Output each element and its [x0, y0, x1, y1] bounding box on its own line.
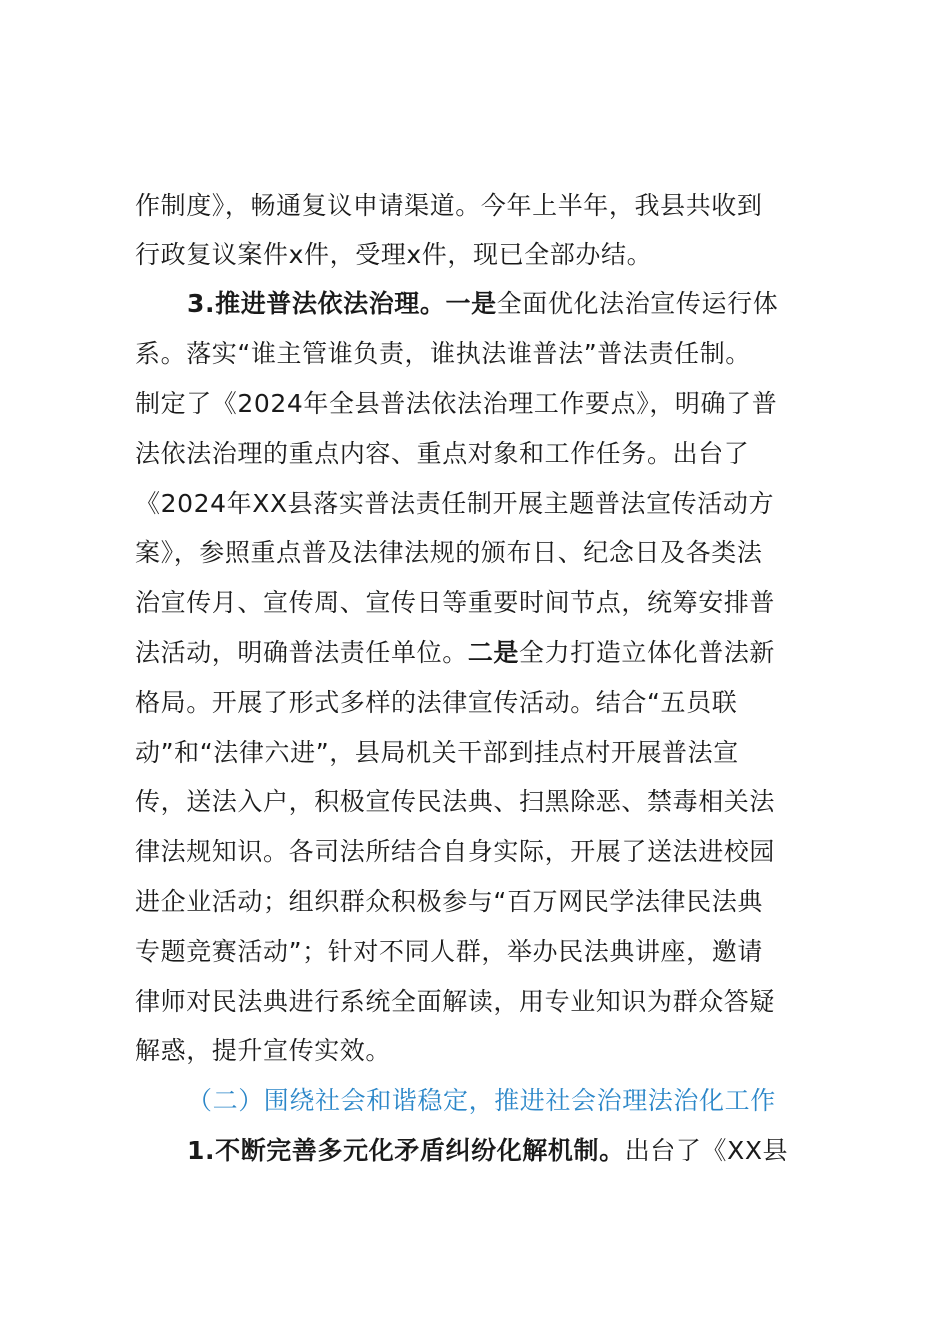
- paragraph-line: [135, 787, 855, 817]
- paragraph-line: [135, 688, 855, 718]
- text-run: 解惑，提升宣传实效。: [135, 1036, 392, 1065]
- paragraph-line: [135, 987, 855, 1017]
- text-run: 作制度》，畅通复议申请渠道。今年上半年，我县共收到: [135, 191, 763, 220]
- paragraph-line: [135, 538, 855, 568]
- paragraph-line: [135, 837, 855, 867]
- text-run: 案》，参照重点普及法律法规的颁布日、纪念日及各类法: [135, 538, 763, 567]
- point-marker: 二是: [467, 638, 520, 667]
- text-run: 全力打造立体化普法新: [519, 638, 776, 667]
- paragraph-line: [135, 1036, 855, 1066]
- paragraph-line: [135, 439, 855, 469]
- text-run: 全面优化法治宣传运行体: [496, 289, 779, 318]
- section-heading-line: [187, 1136, 907, 1166]
- paragraph-line: [135, 489, 855, 519]
- text-run: 制定了《2024年全县普法依法治理工作要点》，明确了普: [135, 389, 778, 418]
- section-heading-line: [187, 289, 907, 319]
- paragraph-line: [135, 937, 855, 967]
- text-run: 法活动，明确普法责任单位。: [135, 638, 468, 667]
- paragraph-line: [135, 191, 855, 221]
- text-run: 进企业活动；组织群众积极参与“百万网民学法律民法典: [135, 887, 763, 916]
- paragraph-line: [135, 389, 855, 419]
- section-heading: 1.不断完善多元化矛盾纠纷化解机制。: [187, 1136, 625, 1165]
- paragraph-line: [135, 638, 855, 668]
- paragraph-line: [135, 588, 855, 618]
- text-run: 专题竞赛活动”；针对不同人群，举办民法典讲座，邀请: [135, 937, 763, 966]
- text-run: 格局。开展了形式多样的法律宣传活动。结合“五员联: [135, 688, 738, 717]
- text-run: 出台了《XX县: [624, 1136, 789, 1165]
- text-run: 行政复议案件x件，受理x件，现已全部办结。: [135, 240, 653, 269]
- paragraph-line: [135, 240, 855, 270]
- text-run: 传，送法入户，积极宣传民法典、扫黑除恶、禁毒相关法: [135, 787, 776, 816]
- text-run: 法依法治理的重点内容、重点对象和工作任务。出台了: [135, 439, 750, 468]
- text-run: 系。落实“谁主管谁负责，谁执法谁普法”普法责任制。: [135, 339, 751, 368]
- paragraph-line: [135, 887, 855, 917]
- text-run: 治宣传月、宣传周、宣传日等重要时间节点，统筹安排普: [135, 588, 776, 617]
- paragraph-line: [135, 339, 855, 369]
- text-run: 动”和“法律六进”，县局机关干部到挂点村开展普法宣: [135, 738, 739, 767]
- subsection-heading-text: （二）围绕社会和谐稳定，推进社会治理法治化工作: [187, 1086, 776, 1115]
- text-run: 律法规知识。各司法所结合自身实际，开展了送法进校园: [135, 837, 776, 866]
- point-marker: 一是: [445, 289, 497, 318]
- text-run: 《2024年XX县落实普法责任制开展主题普法宣传活动方: [135, 489, 775, 518]
- subsection-heading: [187, 1086, 907, 1116]
- section-heading: 3.推进普法依法治理。: [187, 289, 446, 318]
- text-run: 律师对民法典进行系统全面解读，用专业知识为群众答疑: [135, 987, 776, 1016]
- paragraph-line: [135, 738, 855, 768]
